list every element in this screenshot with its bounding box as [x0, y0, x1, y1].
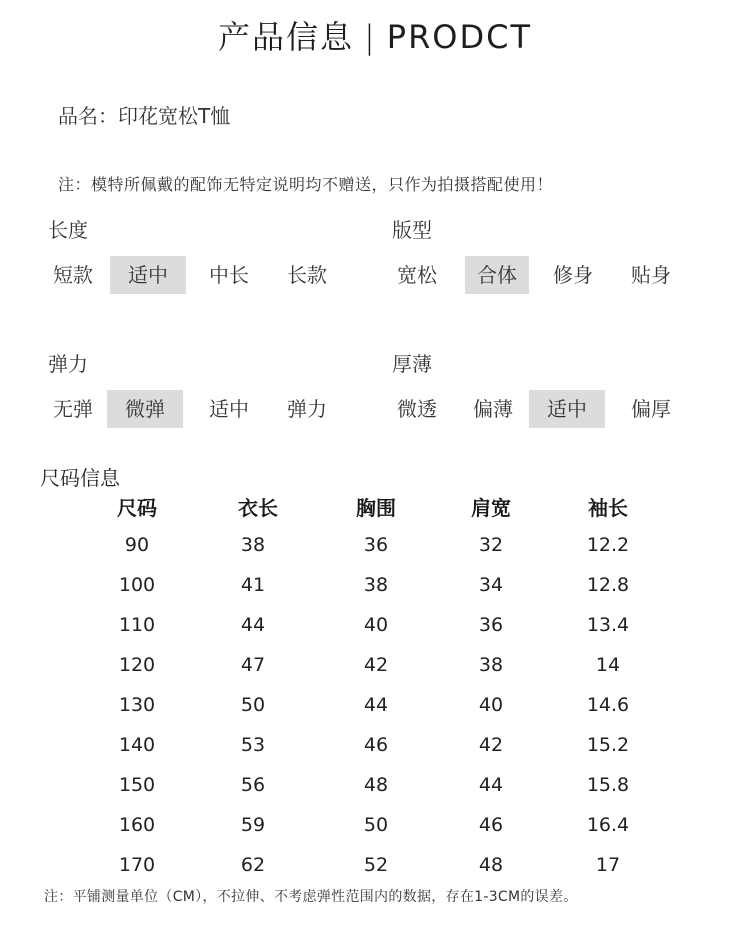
- size-table-cell: 56: [240, 774, 266, 796]
- fit-option: 宽松: [397, 263, 437, 287]
- size-table-cell: 150: [118, 774, 156, 796]
- length-title: 长度: [48, 218, 88, 242]
- size-table-cell: 36: [478, 614, 504, 636]
- elasticity-title: 弹力: [48, 352, 88, 376]
- size-table-cell: 42: [363, 654, 389, 676]
- elasticity-option: 无弹: [53, 397, 93, 421]
- size-table-cell: 62: [240, 854, 266, 876]
- product-value: 印花宽松T恤: [118, 104, 231, 128]
- fit-option-selected: 合体: [465, 256, 529, 294]
- thickness-title: 厚薄: [392, 352, 432, 376]
- fit-option: 贴身: [631, 263, 671, 287]
- thickness-option: 偏厚: [631, 397, 671, 421]
- size-table-cell: 36: [363, 534, 389, 556]
- size-table-header: 衣长: [238, 496, 278, 520]
- size-table-cell: 170: [118, 854, 156, 876]
- size-table-cell: 46: [363, 734, 389, 756]
- size-table-header: 胸围: [356, 496, 396, 520]
- length-option: 长款: [287, 263, 327, 287]
- size-table-cell: 46: [478, 814, 504, 836]
- size-table-cell: 44: [363, 694, 389, 716]
- size-table-cell: 52: [363, 854, 389, 876]
- size-table-cell: 12.2: [586, 534, 630, 556]
- size-table-cell: 40: [478, 694, 504, 716]
- size-table-cell: 17: [595, 854, 621, 876]
- size-table-cell: 41: [240, 574, 266, 596]
- thickness-option: 偏薄: [473, 397, 513, 421]
- size-table-title: 尺码信息: [40, 466, 120, 490]
- product-name: [58, 100, 230, 129]
- size-table-cell: 15.2: [586, 734, 630, 756]
- size-table-cell: 48: [363, 774, 389, 796]
- size-table-cell: 120: [118, 654, 156, 676]
- size-table-cell: 53: [240, 734, 266, 756]
- length-option-selected: 适中: [110, 256, 186, 294]
- size-table-cell: 44: [478, 774, 504, 796]
- size-table-cell: 14: [595, 654, 621, 676]
- size-table-cell: 100: [118, 574, 156, 596]
- fit-title: 版型: [392, 218, 432, 242]
- size-table-cell: 110: [118, 614, 156, 636]
- size-table-cell: 12.8: [586, 574, 630, 596]
- size-table-cell: 40: [363, 614, 389, 636]
- page-title: [0, 12, 750, 58]
- size-table-cell: 160: [118, 814, 156, 836]
- title-cn: 产品信息: [217, 18, 354, 56]
- size-table-cell: 38: [240, 534, 266, 556]
- size-table-cell: 13.4: [586, 614, 630, 636]
- thickness-option: 微透: [397, 397, 437, 421]
- size-table-cell: 47: [240, 654, 266, 676]
- size-table-cell: 38: [478, 654, 504, 676]
- elasticity-option-selected: 微弹: [107, 390, 183, 428]
- size-table-header: 尺码: [117, 496, 157, 520]
- size-table-cell: 32: [478, 534, 504, 556]
- size-table-cell: 140: [118, 734, 156, 756]
- size-table-cell: 130: [118, 694, 156, 716]
- footnote: 注：平铺测量单位（CM），不拉伸、不考虑弹性范围内的数据，存在1-3CM的误差。: [44, 889, 578, 905]
- size-table-cell: 38: [363, 574, 389, 596]
- size-table-cell: 50: [240, 694, 266, 716]
- title-separator: |: [363, 18, 377, 56]
- size-table-cell: 34: [478, 574, 504, 596]
- length-option: 中长: [209, 263, 249, 287]
- size-table-cell: 15.8: [586, 774, 630, 796]
- title-en: PRODCT: [386, 18, 533, 56]
- elasticity-option: 适中: [209, 397, 249, 421]
- elasticity-option: 弹力: [287, 397, 327, 421]
- size-table-cell: 14.6: [586, 694, 630, 716]
- length-option: 短款: [53, 263, 93, 287]
- size-table-cell: 59: [240, 814, 266, 836]
- thickness-option-selected: 适中: [529, 390, 605, 428]
- size-table-header: 肩宽: [471, 496, 511, 520]
- size-table-cell: 50: [363, 814, 389, 836]
- size-table-cell: 48: [478, 854, 504, 876]
- product-label: 品名：: [58, 104, 118, 128]
- fit-option: 修身: [553, 263, 593, 287]
- size-table-cell: 16.4: [586, 814, 630, 836]
- size-table-cell: 90: [124, 534, 150, 556]
- size-table-header: 袖长: [588, 496, 628, 520]
- size-table-cell: 44: [240, 614, 266, 636]
- size-table-cell: 42: [478, 734, 504, 756]
- accessory-note: 注：模特所佩戴的配饰无特定说明均不赠送，只作为拍摄搭配使用！: [58, 175, 554, 194]
